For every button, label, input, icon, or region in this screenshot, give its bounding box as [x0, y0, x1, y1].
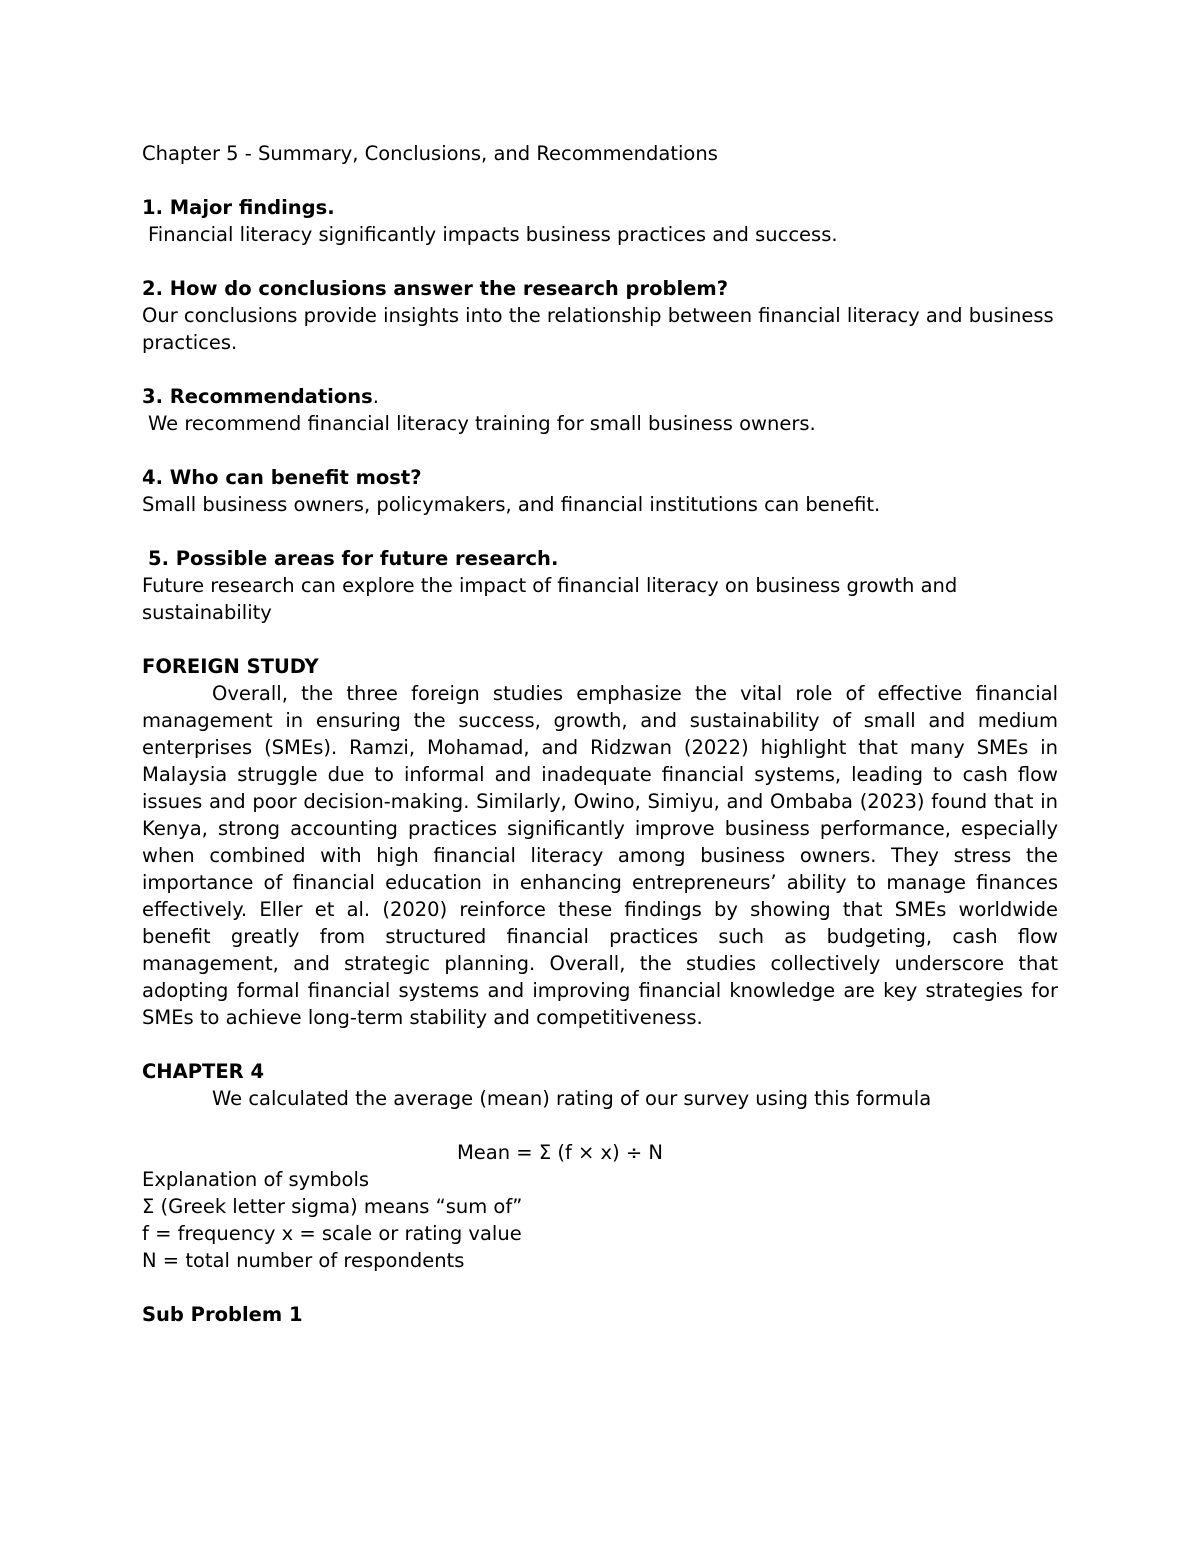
section-5-body: Future research can explore the impact of financial literacy on business growth and sustainability — [142, 574, 958, 624]
mean-formula: Mean = Σ (f × x) ÷ N — [456, 1141, 664, 1164]
section-3-heading-line — [142, 383, 1058, 410]
explanation-title: Explanation of symbols — [142, 1168, 370, 1191]
symbol-f-x: f = frequency x = scale or rating value — [142, 1222, 522, 1245]
section-3-heading-suffix: . — [372, 385, 379, 408]
section-1-body: Financial literacy significantly impacts business practices and success. — [148, 223, 838, 246]
section-2-body: Our conclusions provide insights into the relationship between financial literacy and business practices. — [142, 304, 1054, 354]
chapter-4-heading: CHAPTER 4 — [142, 1060, 265, 1083]
sub-problem-heading: Sub Problem 1 — [142, 1303, 303, 1326]
foreign-study-paragraph: Overall, the three foreign studies emphasize the vital role of effective financial management in ensuring the success, growth, and sustainability of small and medium enterprises (SMEs). Ramzi, Mohamad, and Ridzwan (2022) highlight that many SMEs in Malaysia struggle due to informal and inadequate financial systems, leading to cash flow issues and poor decision-making. Similarly, Owino, Simiyu, and Ombaba (2023) found that in Kenya, strong accounting practices significantly improve business performance, especially when combined with high financial literacy among business owners. They stress the importance of financial education in enhancing entrepreneurs’ ability to manage finances effectively. Eller et al. (2020) reinforce these findings by showing that SMEs worldwide benefit greatly from structured financial practices such as budgeting, cash flow management, and strategic planning. Overall, the studies collectively underscore that adopting formal financial systems and improving financial knowledge are key strategies for SMEs to achieve long-term stability and competitiveness. — [142, 682, 1058, 1029]
section-3-heading: 3. Recommendations — [142, 385, 373, 408]
section-4-body: Small business owners, policymakers, and financial institutions can benefit. — [142, 493, 881, 516]
document-page — [142, 140, 1058, 1328]
symbol-n: N = total number of respondents — [142, 1249, 465, 1272]
page-title — [142, 140, 1058, 167]
chapter-title: Chapter 5 - Summary, Conclusions, and Recommendations — [142, 142, 718, 165]
section-3-body: We recommend financial literacy training for small business owners. — [148, 412, 816, 435]
chapter-4-intro: We calculated the average (mean) rating of our survey using this formula — [212, 1087, 932, 1110]
section-1-heading: 1. Major findings. — [142, 196, 335, 219]
section-4-heading: 4. Who can benefit most? — [142, 466, 422, 489]
symbol-sigma: Σ (Greek letter sigma) means “sum of” — [142, 1195, 523, 1218]
section-2-heading: 2. How do conclusions answer the research problem? — [142, 277, 729, 300]
section-5-heading: 5. Possible areas for future research. — [148, 547, 559, 570]
foreign-study-heading: FOREIGN STUDY — [142, 655, 319, 678]
